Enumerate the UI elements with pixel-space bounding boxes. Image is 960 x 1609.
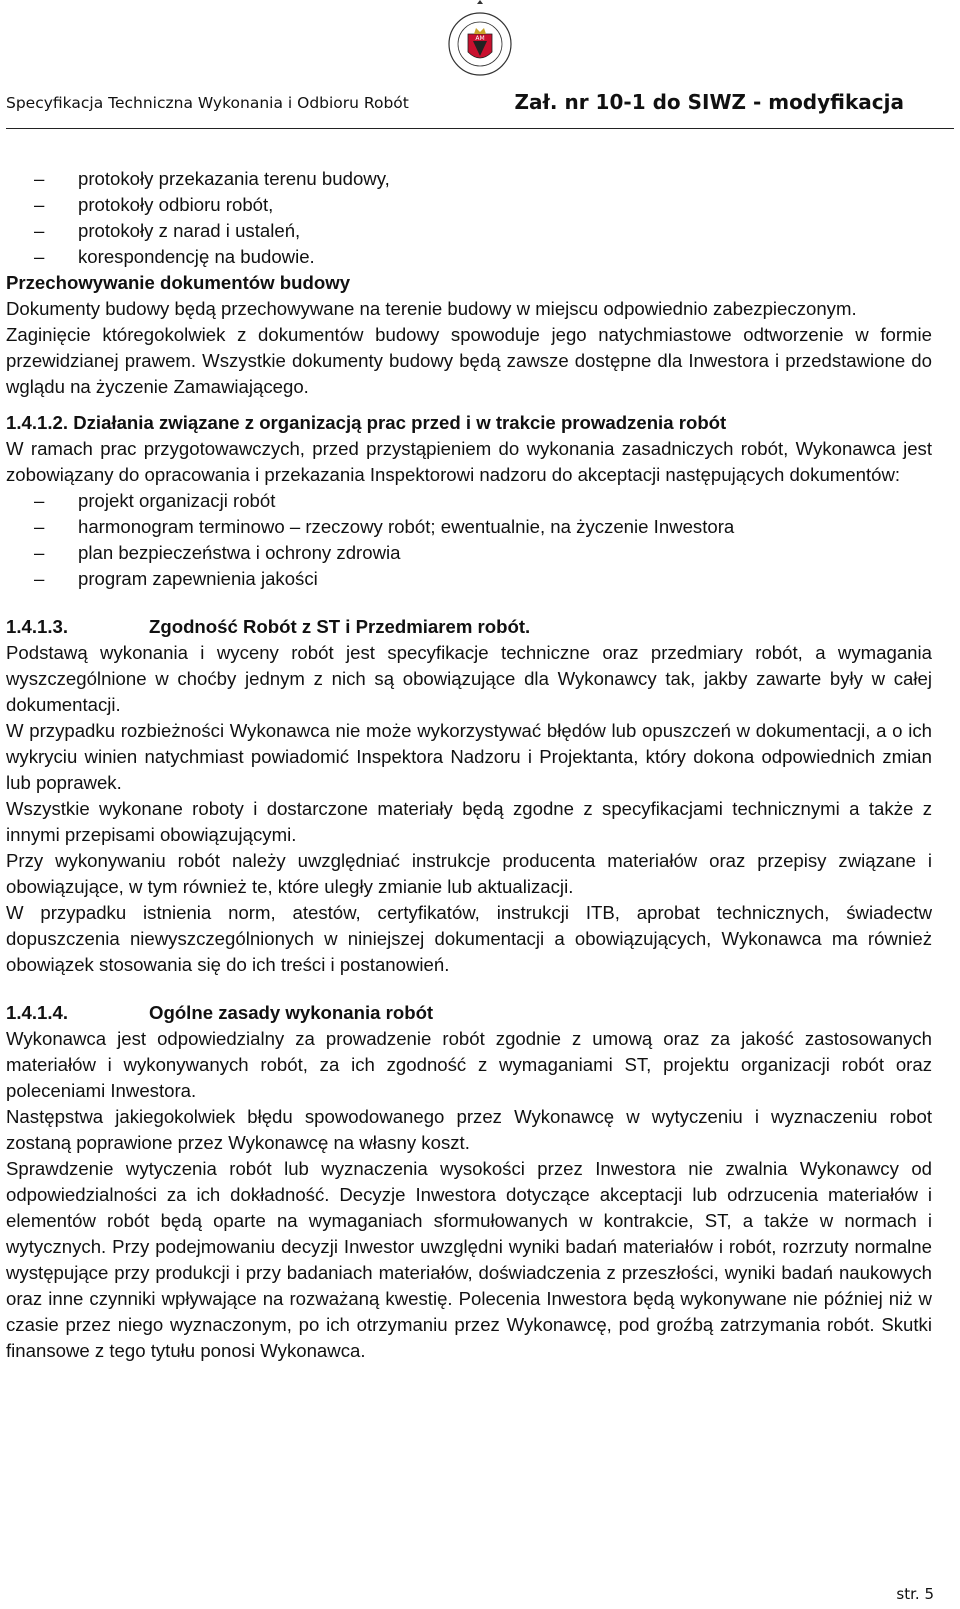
paragraph: Zaginięcie któregokolwiek z dokumentów budowy spowoduje jego natychmiastowe odtworzenie w formie przewidzianej prawem. Wszystkie dokumenty budowy będą zawsze dostępne dla Inwestora i przedstawione do wglądu na życzenie Zamawiającego. [6, 324, 932, 397]
page-header [0, 0, 960, 140]
list-item: – korespondencję na budowie. [6, 244, 932, 270]
svg-text:AM: AM [475, 35, 485, 42]
list-item: – protokoły z narad i ustaleń, [6, 218, 932, 244]
paragraph: Sprawdzenie wytyczenia robót lub wyznaczenia wysokości przez Inwestora nie zwalnia Wykonawcy od odpowiedzialności za ich dokładność. Decyzje Inwestora dotyczące akceptacji lub odrzucenia materiałów i elementów robót będą oparte na wymaganiach sformułowanych w kontrakcie, ST, a także w normach i wytycznych. Przy podejmowaniu decyzji Inwestor uwzględni wyniki badań materiałów i robót, rozrzuty normalne występujące przy produkcji i przy badaniach materiałów, doświadczenia z przeszłości, wyniki badań naukowych oraz inne czynniki wpływające na rozważaną kwestię. Polecenia Inwestora będą wykonywane nie później niż w czasie przez niego wyznaczonym, po ich otrzymaniu przez Wykonawcę, pod groźbą zatrzymania robót. Skutki finansowe z tego tytułu ponosi Wykonawca. [6, 1158, 932, 1361]
paragraph: Dokumenty budowy będą przechowywane na terenie budowy w miejscu odpowiednio zabezpieczonym. [6, 298, 857, 319]
list-item: – projekt organizacji robót [6, 488, 932, 514]
list-item: – harmonogram terminowo – rzeczowy robót; ewentualnie, na życzenie Inwestora [6, 514, 932, 540]
paragraph: W przypadku rozbieżności Wykonawca nie może wykorzystywać błędów lub opuszczeń w dokumentacji, a o ich wykryciu winien natychmiast powiadomić Inspektora Nadzoru i Projektanta, który dokona odpowiednich zmian lub poprawek. [6, 720, 932, 793]
paragraph: Przy wykonywaniu robót należy uwzględniać instrukcje producenta materiałów oraz przepisy związane i obowiązujące, w tym również te, które uległy zmianie lub aktualizacji. [6, 850, 932, 897]
documents-list [6, 166, 932, 270]
paragraph: W ramach prac przygotowawczych, przed przystąpieniem do wykonania zasadniczych robót, Wykonawca jest zobowiązany do opracowania i przekazania Inspektorowi nadzoru do akceptacji następujących dokumentów: [6, 438, 932, 485]
section-heading-1413 [6, 614, 932, 640]
paragraph: Wykonawca jest odpowiedzialny za prowadzenie robót zgodnie z umową oraz za jakość zastosowanych materiałów i wykonywanych robót, za ich zgodność z wymaganiami ST, projektu organizacji robót oraz poleceniami Inwestora. [6, 1028, 932, 1101]
list-item: – plan bezpieczeństwa i ochrony zdrowia [6, 540, 932, 566]
section-number: 1.4.1.3. [6, 616, 69, 637]
section-title: Ogólne zasady wykonania robót [149, 1002, 434, 1023]
page-number: str. 5 [896, 1585, 934, 1603]
document-body [6, 166, 932, 1364]
list-item: – protokoły odbioru robót, [6, 192, 932, 218]
paragraph: Podstawą wykonania i wyceny robót jest specyfikacje techniczne oraz przedmiary robót, a wymagania wyszczególnione w choćby jednym z nich są obowiązujące dla Wykonawcy tak, jakby zawarte były w całej dokumentacji. [6, 642, 932, 715]
header-divider [6, 128, 954, 129]
list-item: – program zapewnienia jakości [6, 566, 932, 592]
section-number: 1.4.1.4. [6, 1002, 69, 1023]
required-documents-list [6, 488, 932, 592]
section-heading-1414 [6, 1000, 932, 1026]
document-title: Specyfikacja Techniczna Wykonania i Odbioru Robót [6, 94, 409, 112]
attachment-label: Zał. nr 10-1 do SIWZ - modyfikacja [514, 90, 904, 114]
section-heading-1412: 1.4.1.2. Działania związane z organizacją prac przed i w trakcie prowadzenia robót [6, 412, 727, 433]
section-heading-storage: Przechowywanie dokumentów budowy [6, 272, 351, 293]
list-item: – protokoły przekazania terenu budowy, [6, 166, 932, 192]
paragraph: W przypadku istnienia norm, atestów, certyfikatów, instrukcji ITB, aprobat technicznych, świadectw dopuszczenia niewyszczególnionych w niniejszej dokumentacji a obowiązujących, Wykonawca ma również obowiązek stosowania się do ich treści i postanowień. [6, 902, 932, 975]
university-logo [447, 0, 513, 88]
section-title: Zgodność Robót z ST i Przedmiarem robót. [149, 616, 531, 637]
paragraph: Wszystkie wykonane roboty i dostarczone materiały będą zgodne z specyfikacjami technicznymi a także z innymi przepisami obowiązującymi. [6, 798, 932, 845]
paragraph: Następstwa jakiegokolwiek błędu spowodowanego przez Wykonawcę w wytyczeniu i wyznaczeniu robot zostaną poprawione przez Wykonawcę na własny koszt. [6, 1106, 932, 1153]
